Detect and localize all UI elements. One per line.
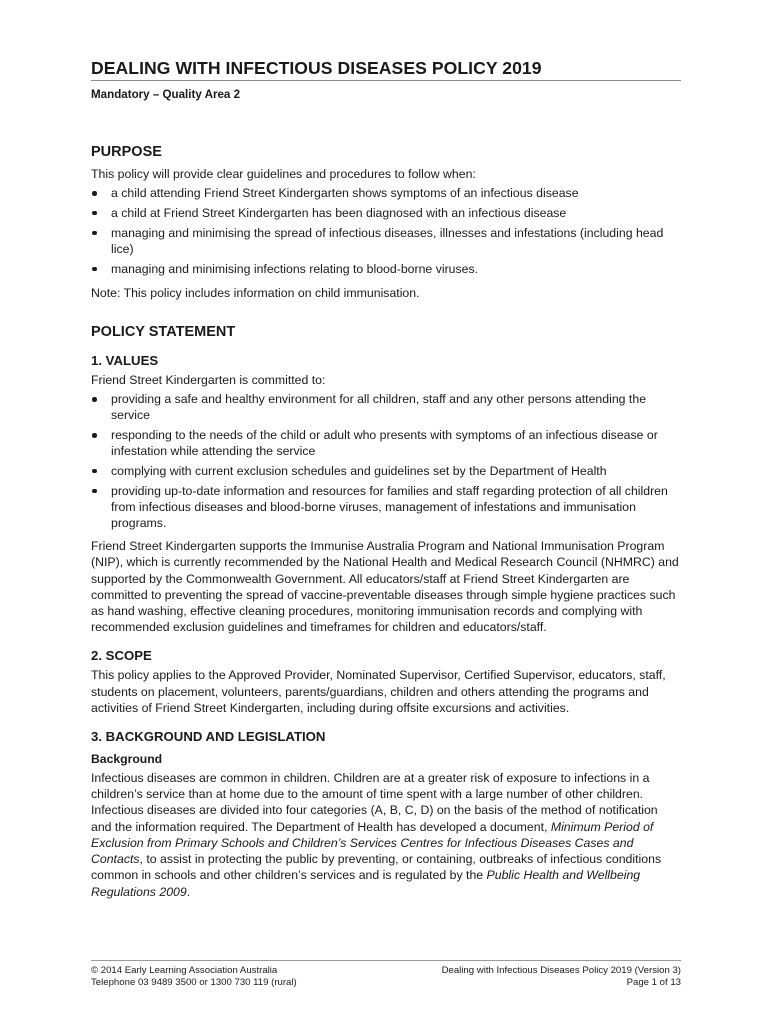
footer-right: [442, 965, 681, 990]
regulations-title: Public Health and Wellbeing Regulations 2009: [91, 868, 641, 899]
page-footer: [91, 960, 681, 990]
purpose-note: Note: This policy includes information on child immunisation.: [91, 285, 420, 300]
page-number: Page 1 of 13: [626, 977, 681, 989]
purpose-bullet: a child attending Friend Street Kindergarten shows symptoms of an infectious disease: [91, 185, 681, 201]
values-bullet: complying with current exclusion schedules and guidelines set by the Department of Health: [91, 463, 681, 479]
purpose-bullet: managing and minimising the spread of infectious diseases, illnesses and infestations (including head lice): [91, 225, 681, 257]
scope-paragraph: This policy applies to the Approved Provider, Nominated Supervisor, Certified Supervisor, educators, staff, students on placement, volunteers, parents/guardians, children and others attending the programs and activities of Friend Street Kindergarten, including during offsite excursions and activities.: [91, 668, 666, 715]
background-paragraph: [91, 770, 681, 900]
document-title: DEALING WITH INFECTIOUS DISEASES POLICY 2019: [91, 58, 681, 81]
footer-left: [91, 965, 297, 990]
purpose-list: [91, 185, 681, 277]
background-text: .: [186, 884, 191, 899]
values-bullet: providing a safe and healthy environment for all children, staff and any other persons attending the service: [91, 391, 681, 423]
values-bullet: responding to the needs of the child or adult who presents with symptoms of an infectious disease or infestation while attending the service: [91, 427, 681, 459]
scope-heading: 2. SCOPE: [91, 648, 152, 664]
values-heading: 1. VALUES: [91, 352, 159, 368]
telephone-text: Telephone 03 9489 3500 or 1300 730 119 (rural): [91, 977, 297, 989]
document-body: [91, 58, 681, 900]
background-text: Infectious diseases are common in children. Children are at a greater risk of exposure to infections in a children’s service than at home due to the amount of time spent with a large number of other children. Infectious diseases are divided into four categories (A, B, C, D) on the basis of the method of notification and the information required. The Department of Health has developed a document,: [91, 771, 658, 834]
background-subheading: Background: [91, 752, 163, 767]
exclusion-document-title: Minimum Period of Exclusion from Primary Schools and Children’s Services Centres for Infectious Diseases Cases and Contacts: [91, 819, 654, 867]
policy-statement-heading: POLICY STATEMENT: [91, 323, 236, 340]
purpose-heading: PURPOSE: [91, 144, 162, 160]
purpose-bullet: a child at Friend Street Kindergarten has been diagnosed with an infectious disease: [91, 205, 681, 221]
values-paragraph: Friend Street Kindergarten supports the Immunise Australia Program and National Immunisation Program (NIP), which is currently recommended by the National Health and Medical Research Council (NHMRC) and supported by the Commonwealth Government. All educators/staff at Friend Street Kindergarten are committed to preventing the spread of vaccine-preventable diseases through simple hygiene practices such as hand washing, effective cleaning procedures, monitoring immunisation records and complying with recommended exclusion guidelines and timeframes for children and educators/staff.: [91, 539, 679, 635]
values-bullet: providing up-to-date information and resources for families and staff regarding protection of all children from infectious diseases and blood-borne viruses, management of infestations and immunisation programs.: [91, 483, 681, 532]
purpose-bullet: managing and minimising infections relating to blood-borne viruses.: [91, 261, 681, 277]
values-list: [91, 391, 681, 531]
purpose-intro: This policy will provide clear guidelines and procedures to follow when:: [91, 167, 476, 181]
document-version-text: Dealing with Infectious Diseases Policy 2019 (Version 3): [441, 965, 681, 976]
background-text: , to assist in protecting the public by preventing, or containing, outbreaks of infectious conditions common in schools and other children’s services and is regulated by the: [91, 852, 662, 883]
document-subtitle: Mandatory – Quality Area 2: [91, 88, 241, 101]
values-intro: Friend Street Kindergarten is committed to:: [91, 372, 326, 387]
background-heading: 3. BACKGROUND AND LEGISLATION: [91, 729, 326, 745]
copyright-text: © 2014 Early Learning Association Australia: [91, 965, 278, 976]
